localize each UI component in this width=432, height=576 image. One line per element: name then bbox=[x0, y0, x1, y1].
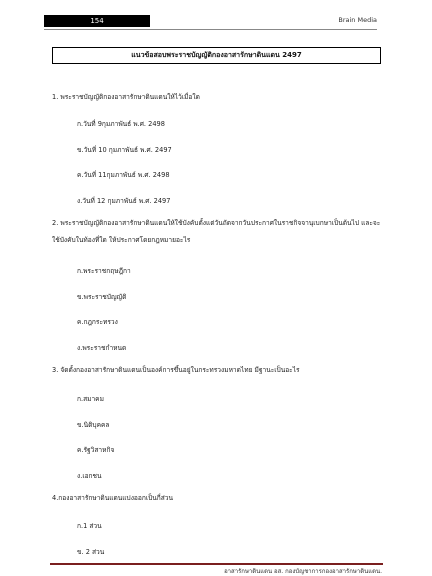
question-1: 1. พระราชบัญญัติกองอาสารักษาดินแดนให้ไว้เมื่อใด bbox=[52, 93, 200, 101]
footer-divider bbox=[50, 563, 383, 565]
header-divider bbox=[44, 29, 377, 30]
page-number: 154 bbox=[90, 17, 104, 25]
question-3-option-c: ค.รัฐวิสาหกิจ bbox=[77, 446, 115, 454]
footer-text: อาสารักษาดินแดน อส. กองบัญชาการกองอาสารักษาดินแดน. bbox=[224, 568, 382, 575]
question-3-option-a: ก.สมาคม bbox=[77, 395, 104, 403]
question-2-option-d: ง.พระราชกำหนด bbox=[77, 344, 127, 352]
question-4-option-b: ข. 2 ส่วน bbox=[77, 548, 105, 556]
page-number-box bbox=[44, 15, 150, 27]
question-3-option-b: ข.นิติบุคคล bbox=[77, 421, 110, 429]
question-1-option-c: ค.วันที่ 11กุมภาพันธ์ พ.ศ. 2498 bbox=[77, 171, 170, 179]
question-3-option-d: ง.เอกชน bbox=[77, 472, 102, 480]
brand-name: Brain Media bbox=[338, 16, 377, 24]
document-title: แนวข้อสอบพระราชบัญญัติกองอาสารักษาดินแดน 2497 bbox=[52, 47, 381, 64]
question-2-option-c: ค.กฎกระทรวง bbox=[77, 318, 118, 326]
question-2: 2. พระราชบัญญัติกองอาสารักษาดินแดนให้ใช้บังคับตั้งแต่วันถัดจากวันประกาศในราชกิจจานุเบกษาเป็นต้นไป และจะใช้บังคับในท้องที่ใด ให้ประกาศโดยกฎหมายอะไร bbox=[52, 219, 381, 244]
question-2-option-a: ก.พระราชกฤษฎีกา bbox=[77, 267, 131, 275]
question-3: 3. จัดตั้งกองอาสารักษาดินแดนเป็นองค์การขึ้นอยู่ในกระทรวงมหาดไทย มีฐานะเป็นอะไร bbox=[52, 366, 300, 374]
question-1-option-a: ก.วันที่ 9กุมภาพันธ์ พ.ศ. 2498 bbox=[77, 120, 165, 128]
question-4-option-a: ก.1 ส่วน bbox=[77, 522, 102, 530]
question-1-option-b: ข.วันที่ 10 กุมภาพันธ์ พ.ศ. 2497 bbox=[77, 146, 172, 154]
question-1-option-d: ง.วันที่ 12 กุมภาพันธ์ พ.ศ. 2497 bbox=[77, 197, 171, 205]
question-2-option-b: ข.พระราชบัญญัติ bbox=[77, 293, 127, 301]
question-4: 4.กองอาสารักษาดินแดนแบ่งออกเป็นกี่ส่วน bbox=[52, 494, 174, 502]
